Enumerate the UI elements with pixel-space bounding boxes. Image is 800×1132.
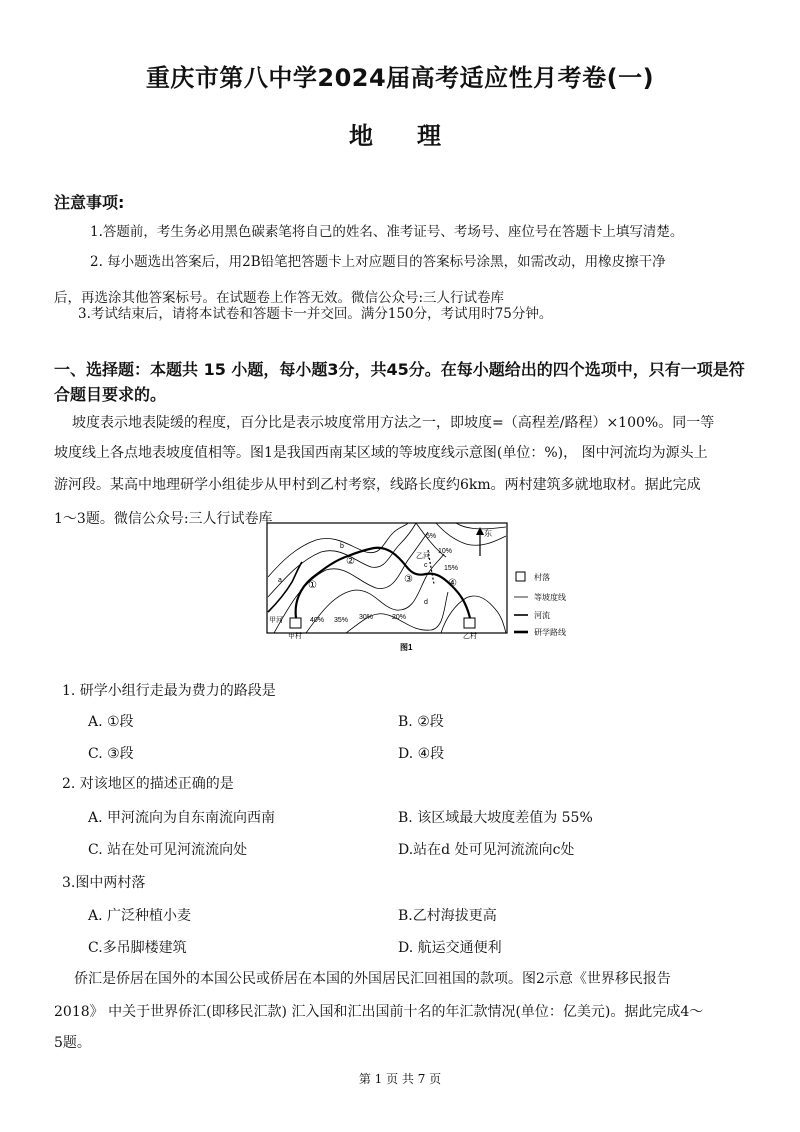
label-c: c	[424, 562, 428, 569]
exam-title: 重庆市第八中学2024届高考适应性月考卷(一)	[145, 64, 655, 92]
label-20: 20%	[392, 614, 407, 621]
legend-river: 河流	[534, 611, 550, 620]
label-35: 35%	[334, 617, 349, 624]
village-yi-marker	[464, 618, 475, 628]
question-1-option-d[interactable]: D. ④段	[398, 746, 445, 762]
label-segment-2: ②	[346, 556, 355, 567]
label-40: 40%	[310, 617, 325, 624]
label-segment-4: ④	[448, 578, 457, 589]
label-10: 10%	[438, 548, 453, 555]
notice-item-2-line1: 2. 每小题选出答案后，用2B铅笔把答题卡上对应题目的答案标号涂黑，如需改动，用橡皮擦干净	[90, 254, 666, 270]
intro-line-2: 坡度线上各点地表坡度值相等。图1是我国西南某区域的等坡度线示意图(单位：%)， 图中河流均为源头上	[54, 445, 708, 461]
question-1-option-a[interactable]: A. ①段	[88, 714, 134, 730]
label-b: b	[340, 543, 344, 550]
north-arrow-icon	[476, 527, 492, 556]
label-segment-1: ①	[308, 580, 317, 591]
question-2-option-b[interactable]: B. 该区域最大坡度差值为 55%	[398, 810, 593, 826]
section-heading-line2: 合题目要求的。	[54, 385, 167, 404]
label-jia-village: 甲村	[288, 633, 302, 640]
label-segment-3: ③	[404, 574, 413, 585]
map-legend	[514, 572, 566, 637]
question-1-option-c[interactable]: C. ③段	[88, 746, 134, 762]
intro-line-4: 1～3题。微信公众号:三人行试卷库	[54, 511, 273, 527]
notice-heading: 注意事项:	[54, 193, 125, 212]
legend-contour: 等坡度线	[534, 593, 566, 602]
notice-item-3: 3.考试结束后，请将本试卷和答题卡一并交回。满分150分，考试用时75分钟。	[78, 306, 553, 322]
label-5: 5%	[426, 533, 437, 540]
question-3-option-a[interactable]: A. 广泛种植小麦	[88, 908, 192, 924]
legend-village: 村落	[534, 573, 550, 582]
question-1-option-b[interactable]: B. ②段	[398, 714, 444, 730]
page-footer: 第 1 页 共 7 页	[358, 1072, 442, 1086]
north-label: 东	[484, 529, 492, 538]
subject-title: 地 理	[349, 122, 451, 150]
slope-contour-map	[266, 522, 596, 652]
label-yi-river: 乙河	[416, 553, 430, 560]
map-frame	[267, 523, 507, 633]
section-heading-line1: 一、选择题：本题共 15 小题，每小题3分，共45分。在每小题给出的四个选项中，只有一项是符	[54, 360, 745, 379]
notice-item-2-line2: 后，再选涂其他答案标号。在试题卷上作答无效。微信公众号:三人行试卷库	[54, 290, 505, 306]
label-yi-village: 乙村	[463, 633, 477, 640]
question-3-option-d[interactable]: D. 航运交通便利	[398, 940, 502, 956]
passage-2-line-1: 侨汇是侨居在国外的本国公民或侨居在本国的外国居民汇回祖国的款项。图2示意《世界移民报告	[74, 971, 671, 987]
label-30: 30%	[359, 614, 374, 621]
passage-2-line-2: 2018》 中关于世界侨汇(即移民汇款) 汇入国和汇出国前十名的年汇款情况(单位：亿美元)。据此完成4～	[54, 1004, 704, 1020]
question-2-stem: 2. 对该地区的描述正确的是	[62, 776, 234, 792]
legend-village-icon	[516, 572, 525, 581]
notice-item-1: 1.答题前，考生务必用黑色碳素笔将自己的姓名、准考证号、考场号、座位号在答题卡上填写清楚。	[90, 224, 684, 240]
passage-2-line-3: 5题。	[54, 1035, 91, 1051]
intro-line-3: 游河段。某高中地理研学小组徒步从甲村到乙村考察，线路长度约6km。两村建筑多就地取材。据此完成	[54, 477, 701, 493]
label-15: 15%	[444, 565, 459, 572]
question-3-option-c[interactable]: C.多吊脚楼建筑	[88, 940, 187, 956]
study-route	[296, 548, 470, 618]
village-jia-marker	[290, 618, 301, 628]
intro-line-1: 坡度表示地表陡缓的程度，百分比是表示坡度常用方法之一，即坡度=（高程差/路程）×100%。同一等	[72, 415, 715, 431]
label-a: a	[278, 577, 282, 584]
label-d: d	[424, 599, 428, 606]
question-1-stem: 1. 研学小组行走最为费力的路段是	[62, 683, 276, 699]
legend-route: 研学路线	[534, 628, 566, 637]
question-2-option-c[interactable]: C. 站在处可见河流流向处	[88, 842, 248, 858]
question-3-stem: 3.图中两村落	[62, 875, 146, 891]
question-2-option-a[interactable]: A. 甲河流向为自东南流向西南	[88, 810, 276, 826]
question-3-option-b[interactable]: B.乙村海拔更高	[398, 908, 497, 924]
label-jia-river: 甲河	[269, 617, 283, 624]
figure-caption: 图1	[400, 643, 413, 652]
question-2-option-d[interactable]: D.站在d 处可见河流流向c处	[398, 842, 575, 858]
